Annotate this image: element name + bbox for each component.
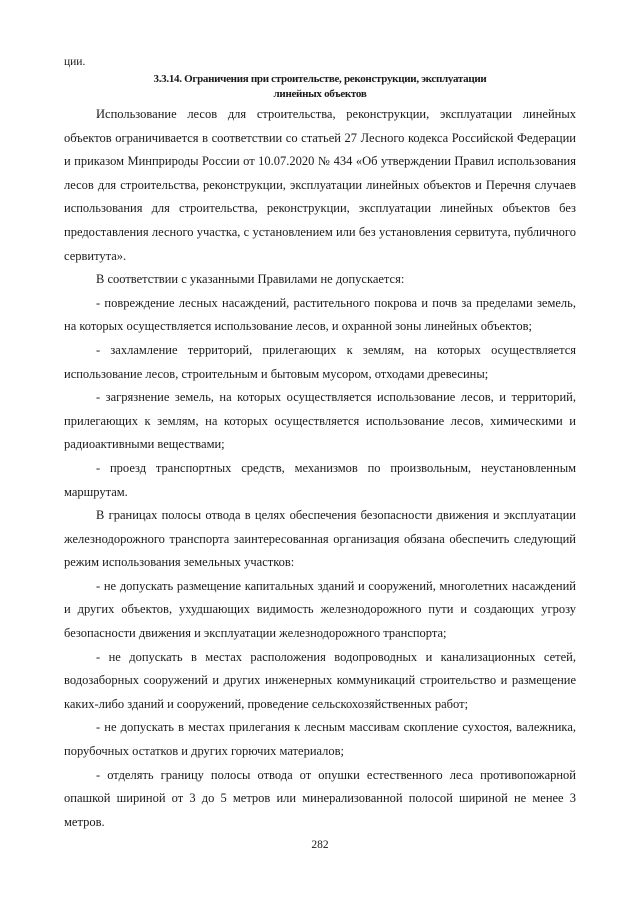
paragraph: В границах полосы отвода в целях обеспечения безопасности движения и эксплуатации железнодорожного транспорта заинтересованная организация обязана обеспечить следующий режим использования земельных участков: bbox=[64, 508, 576, 570]
page-number: 282 bbox=[311, 839, 329, 851]
continued-text-fragment: ции. bbox=[64, 56, 86, 68]
list-item: - загрязнение земель, на которых осуществляется использование лесов, и территорий, прилегающих к землям, на которых осуществляется использование лесов, химическими и радиоактивными веществами; bbox=[64, 390, 576, 452]
list-item: - не допускать в местах расположения водопроводных и канализационных сетей, водозаборных сооружений и других инженерных коммуникаций строительство и размещение каких-либо зданий и сооружений, проведение сельскохозяйственных работ; bbox=[64, 649, 576, 711]
list-item: - проезд транспортных средств, механизмов по произвольным, неустановленным маршрутам. bbox=[64, 460, 576, 499]
list-item: - не допускать в местах прилегания к лесным массивам скопление сухостоя, валежника, порубочных остатков и других горючих материалов; bbox=[64, 720, 576, 759]
list-item: - отделять границу полосы отвода от опушки естественного леса противопожарной опашкой шириной от 3 до 5 метров или минерализованной полосой шириной не менее 3 метров. bbox=[64, 767, 576, 829]
list-item: - повреждение лесных насаждений, растительного покрова и почв за пределами земель, на которых осуществляется использование лесов, и охранной зоны линейных объектов; bbox=[64, 295, 576, 334]
paragraph: В соответствии с указанными Правилами не допускается: bbox=[96, 272, 405, 287]
list-item: - захламление территорий, прилегающих к землям, на которых осуществляется использование лесов, строительным и бытовым мусором, отходами древесины; bbox=[64, 342, 576, 381]
section-heading bbox=[64, 72, 576, 102]
body-text bbox=[64, 103, 576, 834]
list-item: - не допускать размещение капитальных зданий и сооружений, многолетних насаждений и других объектов, ухудшающих видимость железнодорожного пути и создающих угрозу безопасности движения и эксплуатации железнодорожного транспорта; bbox=[64, 578, 576, 641]
paragraph: Использование лесов для строительства, реконструкции, эксплуатации линейных объектов ограничивается в соответствии со статьей 27 Лесного кодекса Российской Федерации и приказом Минприроды России от 10.07.2020 № 434 «Об утверждении Правил использования лесов для строительства, реконструкции, эксплуатации линейных объектов и Перечня случаев использования для строительства, реконструкции, эксплуатации линейных объектов без предоставления лесного участка, с установлением или без установления сервитута, публичного сервитута». bbox=[64, 107, 576, 263]
section-heading-line-1: 3.3.14. Ограничения при строительстве, реконструкции, эксплуатации bbox=[153, 73, 487, 85]
section-heading-line-2: линейных объектов bbox=[273, 88, 367, 100]
